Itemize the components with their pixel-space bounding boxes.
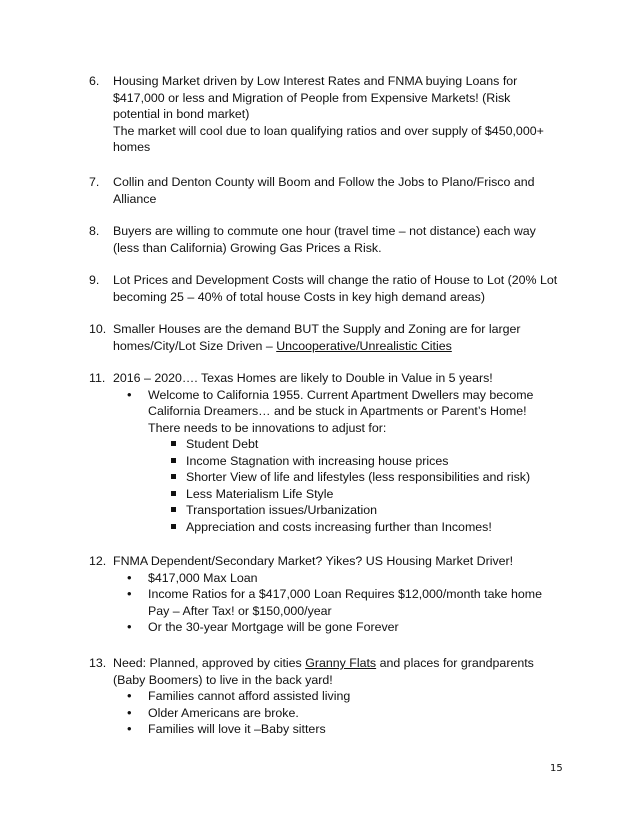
item-text: Lot Prices and Development Costs will change the ratio of House to Lot (20% Lot becoming 25 – 40% of total house Costs in key high demand areas) <box>113 273 558 304</box>
list-item-12 <box>89 553 559 636</box>
bullet-item <box>113 387 559 536</box>
list-item-6 <box>89 73 559 156</box>
item-number: 6. <box>89 74 100 88</box>
sub-bullet-item: Shorter View of life and lifestyles (less responsibilities and risk) <box>148 469 559 486</box>
bullet-item: • Or the 30-year Mortgage will be gone Forever <box>113 619 559 636</box>
underlined-text: Uncooperative/Unrealistic Cities <box>276 338 452 353</box>
bullet-item: • Families cannot afford assisted living <box>113 688 559 705</box>
list-item-11 <box>89 370 559 535</box>
bullet-list <box>113 570 559 636</box>
list-item-9 <box>89 272 559 305</box>
list-item-8 <box>89 223 559 256</box>
bullet-list <box>113 688 559 738</box>
item-number: 11. <box>89 371 106 385</box>
item-text: FNMA Dependent/Secondary Market? Yikes? US Housing Market Driver! <box>113 554 514 568</box>
item-text: Buyers are willing to commute one hour (travel time – not distance) each way (less than California) Growing Gas Prices a Risk. <box>113 224 536 255</box>
bullet-item: • Families will love it –Baby sitters <box>113 721 559 738</box>
item-text: Collin and Denton County will Boom and Follow the Jobs to Plano/Frisco and Alliance <box>113 175 535 206</box>
bullet-text: Welcome to California 1955. Current Apartment Dwellers may become California Dreamers… and be stuck in Apartments or Parent’s Home! There needs to be innovations to adjust for: <box>148 387 534 435</box>
item-text: 2016 – 2020…. Texas Homes are likely to Double in Value in 5 years! <box>113 371 493 385</box>
list-item-7 <box>89 174 559 207</box>
bullet-item: • Income Ratios for a $417,000 Loan Requires $12,000/month take home Pay – After Tax! or $150,000/year <box>113 586 559 619</box>
item-number: 8. <box>89 224 100 238</box>
item-text: and places for grandparents (Baby Boomers) to live in the back yard! <box>113 656 534 687</box>
list-item-10 <box>89 321 559 354</box>
bullet-item: • $417,000 Max Loan <box>113 570 559 587</box>
item-number: 10. <box>89 322 107 336</box>
item-text: Smaller Houses are the demand BUT the Supply and Zoning are for larger homes/City/Lot Size Driven – <box>113 322 521 353</box>
item-text: The market will cool due to loan qualifying ratios and over supply of $450,000+ homes <box>113 123 544 154</box>
item-number: 9. <box>89 273 100 287</box>
item-text: Housing Market driven by Low Interest Rates and FNMA buying Loans for $417,000 or less and Migration of People from Expensive Markets! (Risk potential in bond market) <box>113 74 518 121</box>
sub-bullet-item: Transportation issues/Urbanization <box>148 502 559 519</box>
item-number: 12. <box>89 554 107 568</box>
sub-bullet-item: Appreciation and costs increasing further than Incomes! <box>148 519 559 536</box>
bullet-list <box>113 387 559 536</box>
sub-bullet-list <box>148 436 559 535</box>
item-text: Need: Planned, approved by cities <box>113 656 306 670</box>
list-item-13 <box>89 655 559 738</box>
sub-bullet-item: Less Materialism Life Style <box>148 486 559 503</box>
item-number: 7. <box>89 175 100 189</box>
page-number: 15 <box>550 763 563 774</box>
sub-bullet-item: Student Debt <box>148 436 559 453</box>
bullet-item: • Older Americans are broke. <box>113 705 559 722</box>
sub-bullet-item: Income Stagnation with increasing house prices <box>148 453 559 470</box>
underlined-text: Granny Flats <box>305 656 377 670</box>
item-number: 13. <box>89 656 107 670</box>
